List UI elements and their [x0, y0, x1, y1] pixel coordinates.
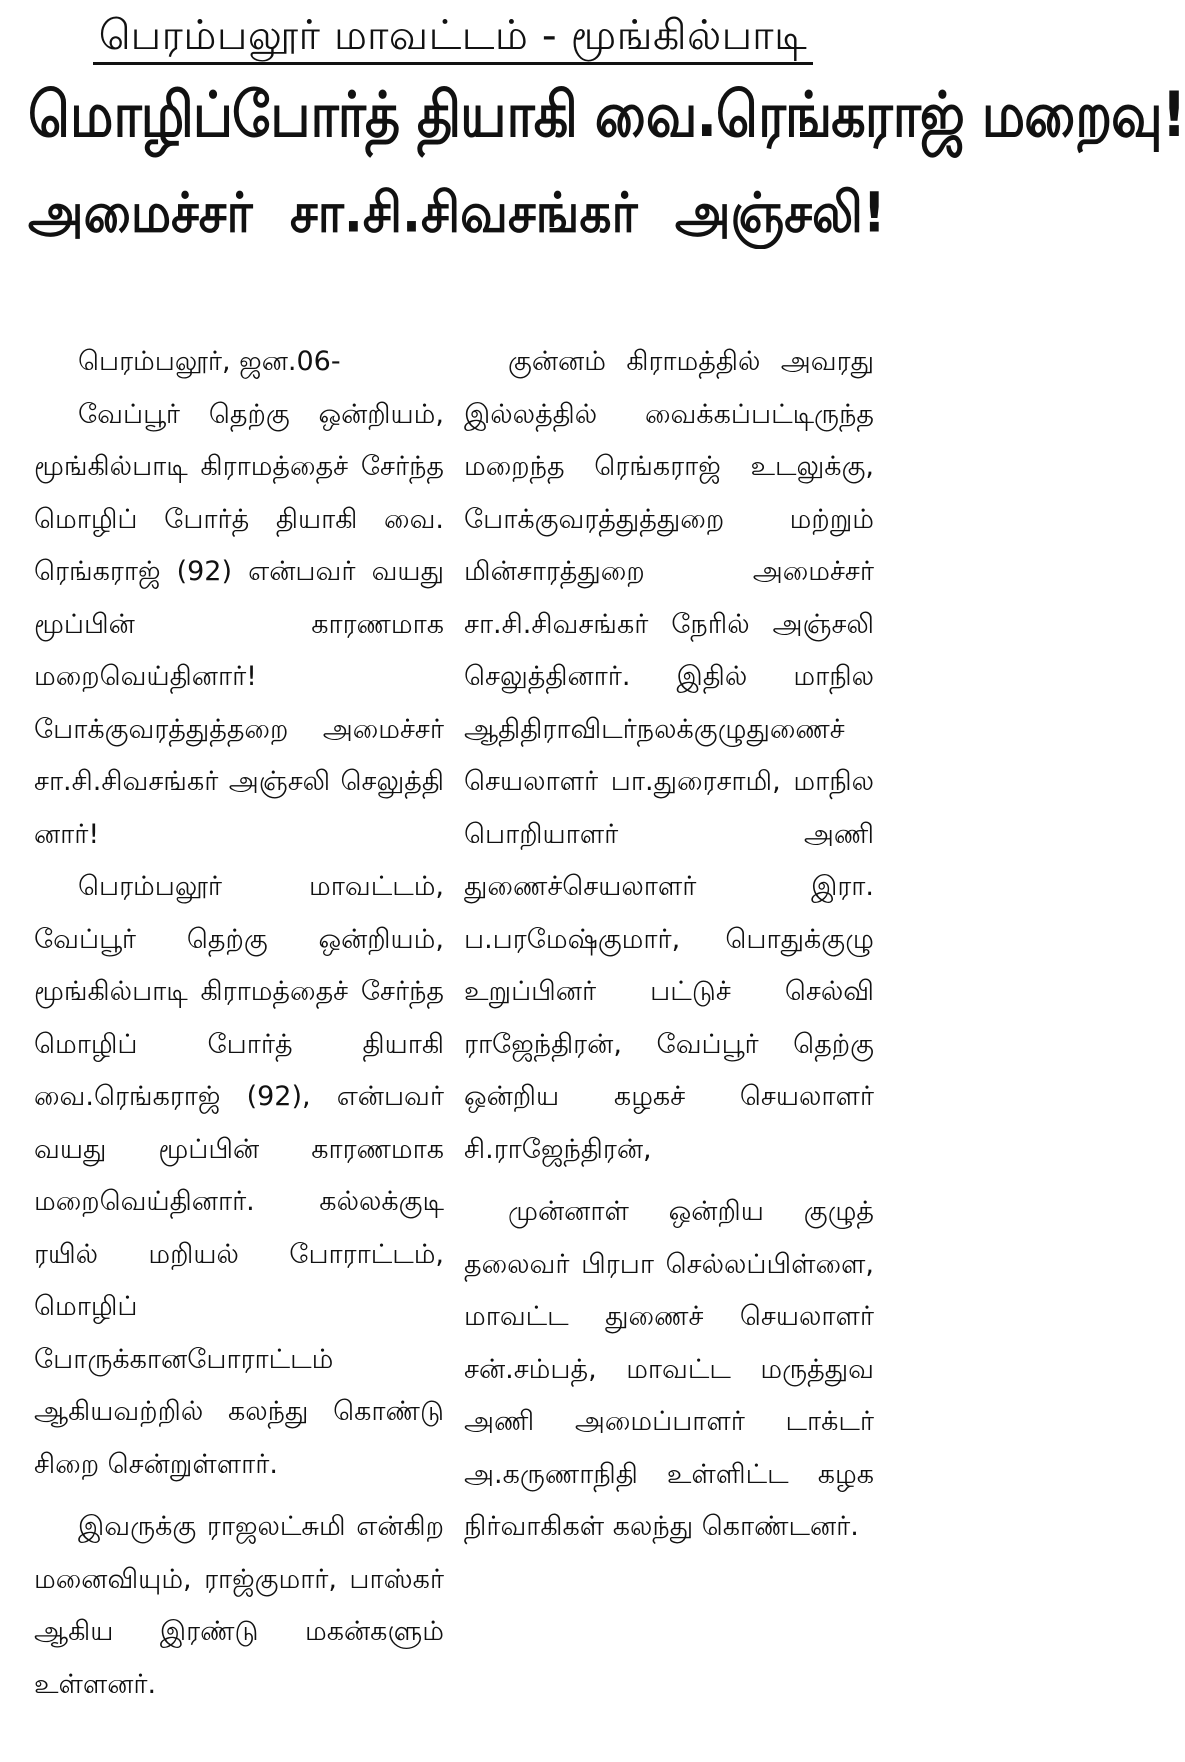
subheadline: அமைச்சர் சா.சி.சிவசங்கர் அஞ்சலி! — [28, 180, 886, 245]
headline: மொழிப்போர்த் தியாகி வை.ரெங்கராஜ் மறைவு! — [28, 78, 1185, 151]
paragraph: முன்னாள் ஒன்றிய குழுத் தலைவர் பிரபா செல்லப்பிள்ளை, மாவட்ட துணைச் செயலாளர் சன்.சம்பத், மாவட்ட மருத்துவ அணி அமைப்பாளர் டாக்டர் அ.கருணாநிதி உள்ளிட்ட கழக நிர்வாகிகள் கலந்து கொண்டனர். — [464, 1196, 874, 1542]
dateline: பெரம்பலூர், ஜன.06- — [78, 346, 341, 377]
paragraph: குன்னம் கிராமத்தில் அவரது இல்லத்தில் வைக்கப்பட்டிருந்த மறைந்த ரெங்கராஜ் உடலுக்கு, போக்குவரத்துத்துறை மற்றும் மின்சாரத்துறை அமைச்சர் சா.சி.சிவசங்கர் நேரில் அஞ்சலி செலுத்தினார். இதில் மாநில ஆதிதிராவிடர்நலக்குழுதுணைச் செயலாளர் பா.துரைசாமி, மாநில பொறியாளர் அணி துணைச்செயலாளர் இரா. ப.பரமேஷ்குமார், பொதுக்குழு உறுப்பினர் பட்டுச் செல்வி ராஜேந்திரன், வேப்பூர் தெற்கு ஒன்றிய கழகச் செயலாளர் சி.ராஜேந்திரன், — [464, 346, 874, 1165]
paragraph: பெரம்பலூர் மாவட்டம், வேப்பூர் தெற்கு ஒன்றியம், மூங்கில்பாடி கிராமத்தைச் சேர்ந்த மொழிப் போர்த் தியாகி வை.ரெங்கராஜ் (92), என்பவர் வயது மூப்பின் காரணமாக மறைவெய்தினார். கல்லக்குடி ரயில் மறியல் போராட்டம், மொழிப் போருக்கானபோராட்டம் ஆகியவற்றில் கலந்து கொண்டு சிறை சென்றுள்ளார். — [34, 871, 444, 1480]
right-column — [464, 336, 874, 1746]
left-column — [34, 336, 444, 1746]
kicker-container — [28, 0, 878, 70]
article-body — [34, 336, 874, 1746]
paragraph: இவருக்கு ராஜலட்சுமி என்கிற மனைவியும், ராஜ்குமார், பாஸ்கர் ஆகிய இரண்டு மகன்களும் உள்ளனர். — [34, 1511, 444, 1700]
location-kicker: பெரம்பலூர் மாவட்டம் - மூங்கில்பாடி — [93, 10, 814, 65]
paragraph: வேப்பூர் தெற்கு ஒன்றியம், மூங்கில்பாடி கிராமத்தைச் சேர்ந்த மொழிப் போர்த் தியாகி வை. ரெங்கராஜ் (92) என்பவர் வயது மூப்பின் காரணமாக மறைவெய்தினார்! போக்குவரத்துத்தறை அமைச்சர் சா.சி.சிவசங்கர் அஞ்சலி செலுத்தி னார்! — [34, 398, 444, 850]
